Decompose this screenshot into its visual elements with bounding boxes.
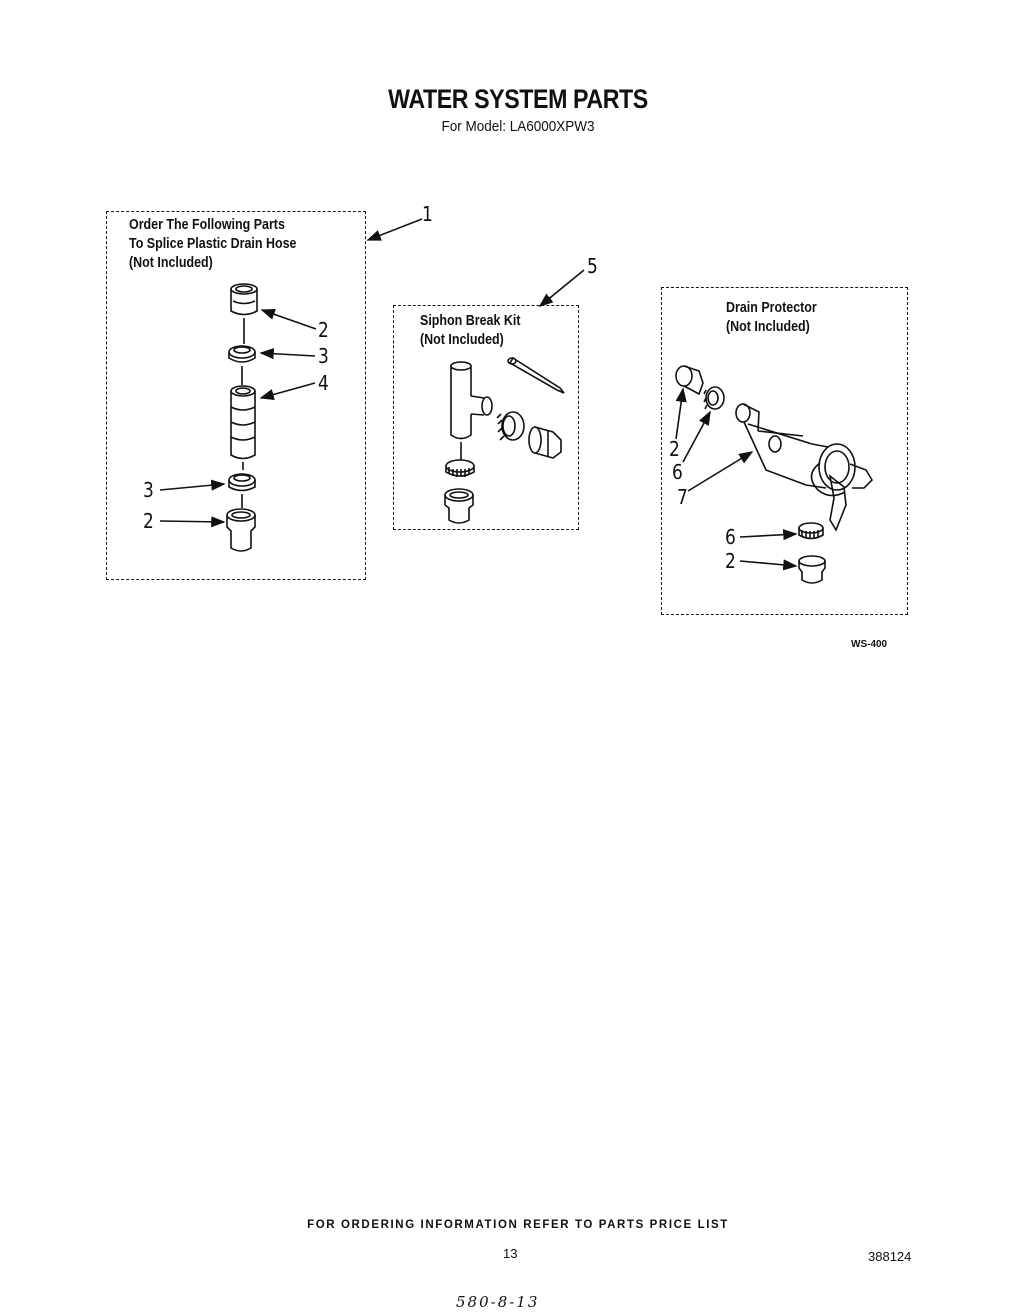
siphon-part-tie-strap xyxy=(508,358,564,393)
protector-part-clamp-bottom xyxy=(799,523,823,539)
callout-splice-2-top: 2 xyxy=(317,318,329,342)
callout-protector-2-bottom: 2 xyxy=(724,549,736,573)
callout-protector-2-top: 2 xyxy=(668,437,680,461)
protector-part-adapter-top xyxy=(676,366,703,394)
callout-5: 5 xyxy=(586,254,598,278)
page-title: WATER SYSTEM PARTS xyxy=(388,84,648,114)
handwritten-note: 580-8-13 xyxy=(456,1293,540,1311)
leader-5 xyxy=(540,270,584,306)
splice-part-coupler xyxy=(231,386,255,470)
siphon-label-line-1: Siphon Break Kit xyxy=(420,313,521,329)
splice-part-adapter-bottom xyxy=(227,509,255,551)
page-number: 13 xyxy=(503,1246,518,1261)
siphon-label-line-2: (Not Included) xyxy=(420,332,504,348)
callout-splice-2-bottom: 2 xyxy=(142,509,154,533)
model-subtitle: For Model: LA6000XPW3 xyxy=(441,118,595,135)
splice-part-clamp-bottom xyxy=(229,474,255,508)
splice-label-line-1: Order The Following Parts xyxy=(129,217,285,233)
document-number: 388124 xyxy=(868,1249,912,1264)
callout-protector-6-bottom: 6 xyxy=(724,525,736,549)
protector-label-line-2: (Not Included) xyxy=(726,319,810,335)
callout-splice-4: 4 xyxy=(317,371,329,395)
protector-label-line-1: Drain Protector xyxy=(726,300,817,316)
splice-label-line-2: To Splice Plastic Drain Hose xyxy=(129,236,297,252)
figure-code: WS-400 xyxy=(851,639,888,650)
siphon-part-adapter-side xyxy=(529,427,561,458)
callout-splice-3-bottom: 3 xyxy=(142,478,154,502)
siphon-part-tee xyxy=(451,362,492,460)
protector-part-adapter-bottom xyxy=(799,556,825,583)
callout-protector-7: 7 xyxy=(676,485,688,509)
protector-part-body xyxy=(736,404,872,530)
siphon-part-clamp-side xyxy=(497,412,524,440)
splice-part-clamp-top xyxy=(229,346,255,385)
siphon-part-adapter-bottom xyxy=(445,489,473,523)
splice-part-adapter-top xyxy=(231,284,257,344)
splice-label-line-3: (Not Included) xyxy=(129,255,213,271)
callout-splice-3-top: 3 xyxy=(317,344,329,368)
ordering-note: FOR ORDERING INFORMATION REFER TO PARTS PRICE LIST xyxy=(307,1219,729,1231)
siphon-part-clamp-bottom xyxy=(446,460,474,477)
protector-part-clamp-top xyxy=(704,387,724,409)
callout-1: 1 xyxy=(421,202,433,226)
callout-protector-6-top: 6 xyxy=(671,460,683,484)
leader-1 xyxy=(368,219,422,240)
